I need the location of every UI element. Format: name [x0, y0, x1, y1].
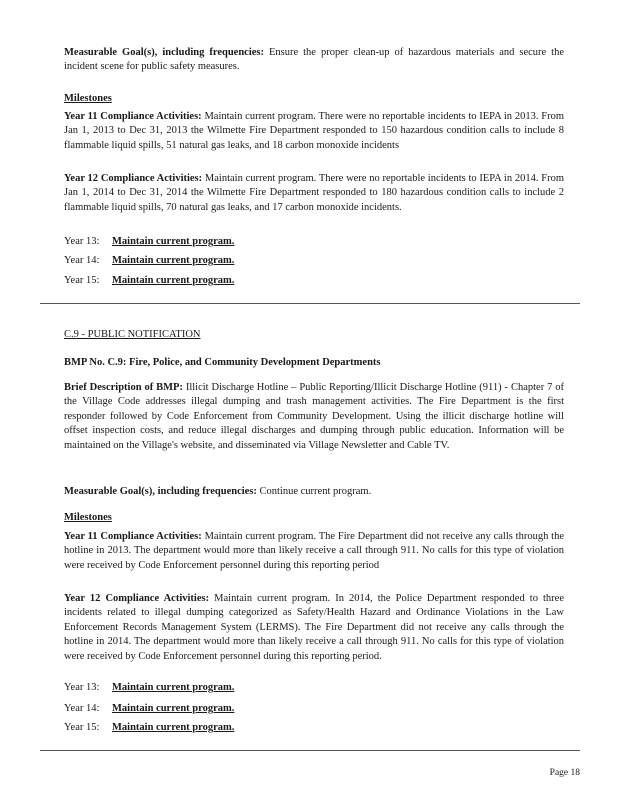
section-c9-heading — [64, 328, 564, 342]
brief-description-label: Brief Description of BMP: — [64, 382, 183, 393]
c9-year11-text: Maintain current program. The Fire Department did not receive any calls through the hotline in 2013. The department would more than likely receive a call through 911. No calls for this type of violation were received by Code Enforcement personnel during this reporting period — [64, 531, 564, 571]
footer-divider — [40, 750, 580, 751]
brief-description-paragraph — [64, 381, 564, 453]
section-c9-heading-text: C.9 - PUBLIC NOTIFICATION — [64, 329, 201, 340]
year14-label: Year 14: — [64, 255, 100, 266]
measurable-goal-label: Measurable Goal(s), including frequencies: — [64, 47, 264, 58]
c9-year14-milestone — [64, 702, 234, 716]
milestones-heading — [64, 92, 564, 106]
year14-milestone — [64, 254, 234, 268]
c9-year13-text: Maintain current program. — [112, 682, 235, 693]
measurable-goal-text: Ensure the proper clean-up of hazardous materials and secure the incident scene for public safety measures. — [64, 47, 565, 73]
year15-text: Maintain current program. — [112, 275, 235, 286]
year11-label: Year 11 Compliance Activities: — [64, 111, 202, 122]
c9-year13-milestone — [64, 681, 234, 695]
c9-year12-label: Year 12 Compliance Activities: — [64, 593, 210, 604]
c9-milestones-heading — [64, 511, 564, 525]
year12-text: Maintain current program. There were no reportable incidents to IEPA in 2014. From Jan 1, 2014 to Dec 31, 2014 the Wilmette Fire Department responded to 180 hazardous condition calls to include 2 flammable liquid spills, 70 natural gas leaks, and 17 carbon monoxide incidents. — [64, 173, 564, 213]
c9-year14-text: Maintain current program. — [112, 703, 235, 714]
c9-year15-text: Maintain current program. — [112, 722, 235, 733]
bmp-line-text: BMP No. C.9: Fire, Police, and Community Development Departments — [64, 357, 381, 368]
year14-text: Maintain current program. — [112, 255, 235, 266]
c9-year15-milestone — [64, 721, 234, 735]
c9-year14-label: Year 14: — [64, 703, 100, 714]
milestones-heading-text: Milestones — [64, 93, 112, 104]
year11-text: Maintain current program. There were no reportable incidents to IEPA in 2013. From Jan 1, 2013 to Dec 31, 2013 the Wilmette Fire Department responded to 150 hazardous condition calls to include 8 flammable liquid spills, 51 natural gas leaks, and 18 carbon monoxide incidents — [64, 111, 564, 151]
year13-milestone — [64, 235, 234, 249]
c9-year12-paragraph — [64, 592, 564, 664]
c9-milestones-heading-text: Milestones — [64, 512, 112, 523]
year12-paragraph — [64, 172, 564, 215]
brief-description-text: Illicit Discharge Hotline – Public Reporting/Illicit Discharge Hotline (911) - Chapter 7 of the Village Code addresses illegal dumping and trash management activities. The Fire Department is the first responder followed by Code Enforcement from Community Development. Using the illicit discharge hotline will offset inspection costs, and reduce illegal discharges and dumping through public education. Information will be maintained on the Village's website, and disseminated via Village Newsletter and Cable TV. — [64, 382, 564, 451]
c9-year11-paragraph — [64, 530, 564, 573]
section-divider — [40, 303, 580, 304]
c9-year15-label: Year 15: — [64, 722, 100, 733]
c9-measurable-goal-text: Continue current program. — [259, 486, 372, 497]
year13-text: Maintain current program. — [112, 236, 235, 247]
c9-year13-label: Year 13: — [64, 682, 100, 693]
c9-measurable-goal-paragraph — [64, 485, 564, 499]
c9-year11-label: Year 11 Compliance Activities: — [64, 531, 202, 542]
c9-measurable-goal-label: Measurable Goal(s), including frequencies: — [64, 486, 257, 497]
year12-label: Year 12 Compliance Activities: — [64, 173, 203, 184]
year15-label: Year 15: — [64, 275, 100, 286]
year13-label: Year 13: — [64, 236, 100, 247]
c9-year12-text: Maintain current program. In 2014, the Police Department responded to three incidents related to illegal dumping categorized as Safety/Health Hazard and Ordinance Violations in the Law Enforcement Records Management System (LERMS). The Fire Department did not receive any calls through the hotline in 2014. The department would more than likely receive a call through 911. No calls for this type of violation were received by Code Enforcement personnel during this reporting period. — [64, 593, 564, 662]
measurable-goal-paragraph — [64, 46, 564, 75]
bmp-line — [64, 356, 564, 370]
page-number: Page 18 — [549, 768, 580, 778]
year15-milestone — [64, 274, 234, 288]
year11-paragraph — [64, 110, 564, 153]
